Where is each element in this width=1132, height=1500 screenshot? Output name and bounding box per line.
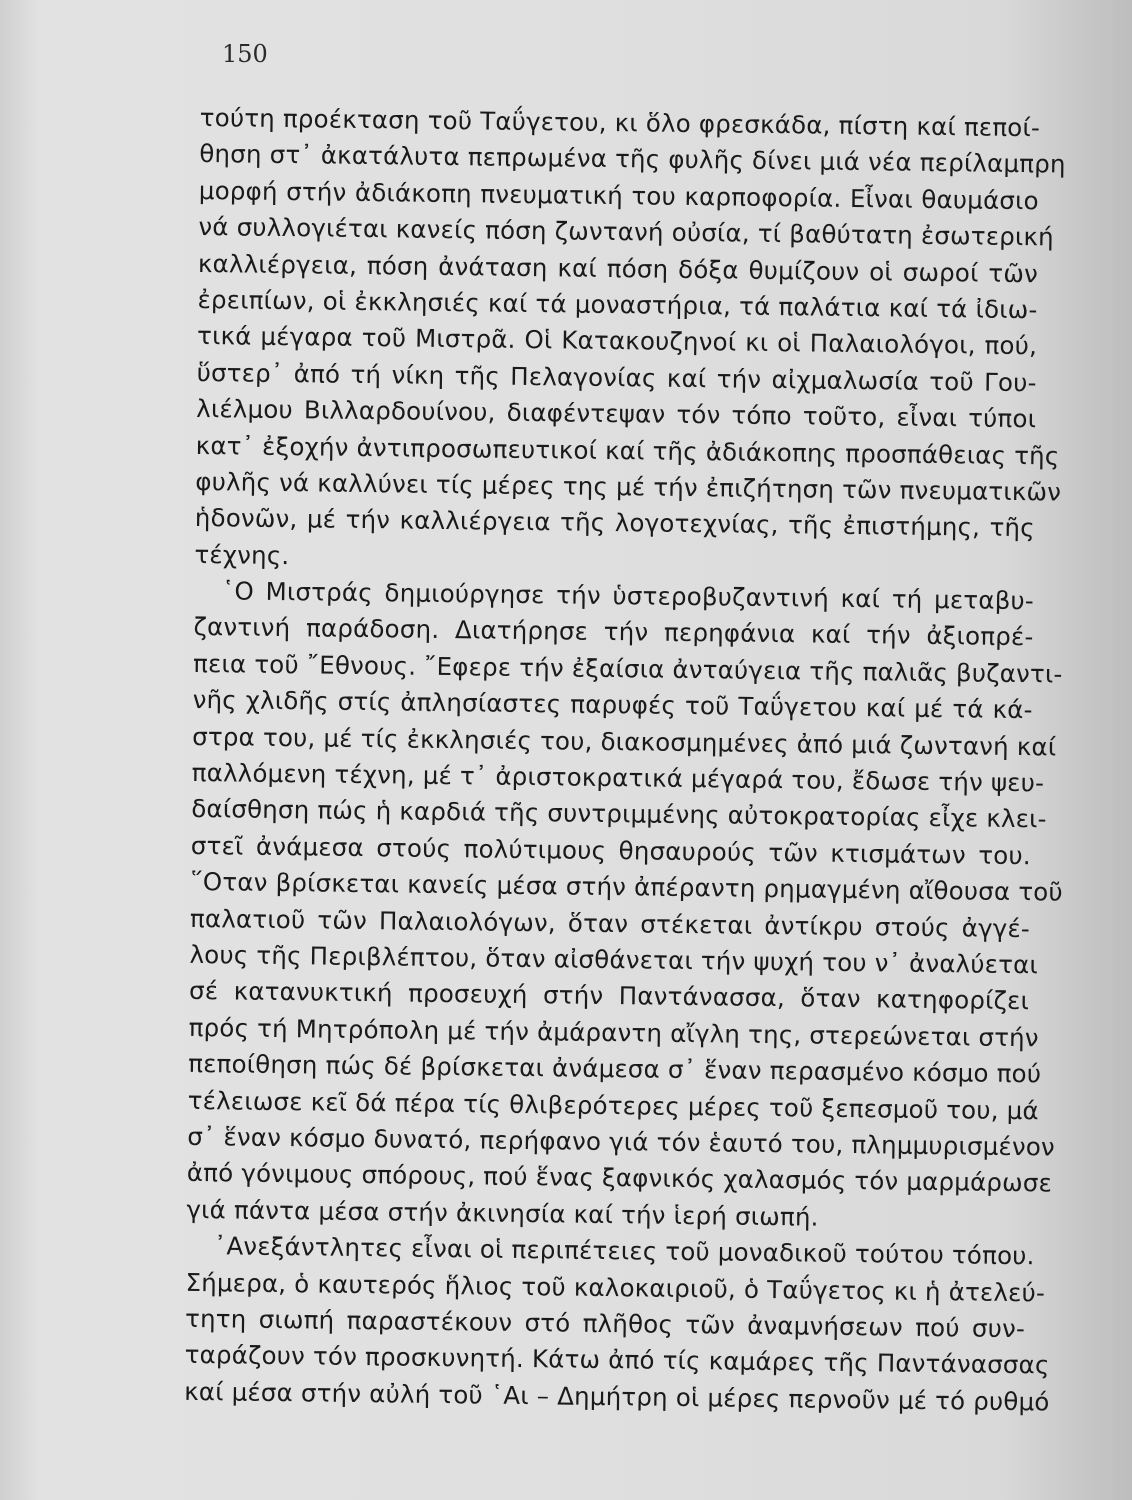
text-line: σέ κατανυκτική προσευχή στήν Παντάνασσα, ὅταν κατηφορίζει [188,976,1030,1016]
text-line: κατ᾽ ἐξοχήν ἀντιπροσωπευτικοί καί τῆς ἀδιάκοπης προσπάθειας τῆς [195,430,1060,471]
text-line: στεῖ ἀνάμεσα στούς πολύτιμους θησαυρούς τῶν κτισμάτων του. [190,830,1032,871]
text-line: ἡδονῶν, μέ τήν καλλιέργεια τῆς λογοτεχνίας, τῆς ἐπιστήμης, τῆς [194,503,1036,543]
text-line: ἀπό γόνιμους σπόρους, πού ἕνας ξαφνικός χαλασμός τόν μαρμάρωσε [186,1158,1053,1198]
paragraph-start-line: ᾽Ανεξάντλητες εἶναι οἱ περιπέτειες τοῦ μοναδικοῦ τούτου τόπου. [213,1231,1035,1271]
text-line: παλατιοῦ τῶν Παλαιολόγων, ὅταν στέκεται ἀντίκρυ στούς ἀγγέ- [189,903,1031,943]
text-line: σ᾽ ἕναν κόσμο δυνατό, περήφανο γιά τόν ἑαυτό του, πλημμυρισμένον [187,1121,1056,1162]
text-line: τέλειωσε κεῖ δά πέρα τίς θλιβερότερες μέρες τοῦ ξεπεσμοῦ του, μά [187,1085,1040,1125]
text-line: λους τῆς Περιβλέπτου, ὅταν αἰσθάνεται τήν ψυχή του ν᾽ ἀναλύεται [189,939,1039,980]
text-line: μορφή στήν ἀδιάκοπη πνευματική του καρποφορία. Εἶναι θαυμάσιο [198,175,1040,216]
text-line: τούτη προέκταση τοῦ Ταΰγετου, κι ὅλο φρεσκάδα, πίστη καί πεποί- [199,102,1041,143]
text-line: ὕστερ᾽ ἀπό τή νίκη τῆς Πελαγονίας καί τήν αἰχμαλωσία τοῦ Γου- [196,357,1037,397]
text-line: ῞Οταν βρίσκεται κανείς μέσα στήν ἀπέραντη ρημαγμένη αἴθουσα τοῦ [190,867,1064,907]
text-line: καλλιέργεια, πόση ἀνάταση καί πόση δόξα θυμίζουν οἱ σωροί τῶν [197,248,1039,288]
text-line: λιέλμου Βιλλαρδουίνου, διαφέντεψαν τόν τόπο τοῦτο, εἶναι τύποι [196,394,1037,434]
page-number: 150 [222,40,268,68]
text-line: θηση στ᾽ ἀκατάλυτα πεπρωμένα τῆς φυλῆς δίνει μιά νέα περίλαμπρη [199,139,1066,179]
text-line: νά συλλογιέται κανείς πόση ζωντανή οὐσία, τί βαθύτατη ἐσωτερική [198,212,1055,252]
text-line: νῆς χλιδῆς στίς ἀπλησίαστες παρυφές τοῦ Ταΰγετου καί μέ τά κά- [192,685,1033,725]
text-line: καί μέσα στήν αὐλή τοῦ ῾Αι – Δημήτρη οἱ μέρες περνοῦν μέ τό ρυθμό [184,1376,1050,1417]
body-text [184,100,1066,1420]
text-line: τητη σιωπή παραστέκουν στό πλῆθος τῶν ἀναμνήσεων πού συν- [184,1303,1026,1344]
text-line: γιά πάντα μέσα στήν ἀκινησία καί τήν ἱερή σιωπή. [186,1194,819,1232]
text-line: τέχνης. [194,539,290,570]
text-line: τικά μέγαρα τοῦ Μιστρᾶ. Οἱ Κατακουζηνοί κι οἱ Παλαιολόγοι, πού, [196,321,1038,361]
text-line: πεια τοῦ ῎Εθνους. ῎Εφερε τήν ἐξαίσια ἀνταύγεια τῆς παλιᾶς βυζαντι- [192,648,1063,689]
text-line: Σήμερα, ὁ καυτερός ἥλιος τοῦ καλοκαιριοῦ, ὁ Ταΰγετος κι ἡ ἀτελεύ- [185,1267,1046,1307]
text-line: ἐρειπίων, οἱ ἐκκλησιές καί τά μοναστήρια, τά παλάτια καί τά ἰδιω- [197,284,1038,325]
text-line: ζαντινή παράδοση. Διατήρησε τήν περηφάνια καί τήν ἀξιοπρέ- [193,612,1034,652]
text-line: φυλῆς νά καλλύνει τίς μέρες της μέ τήν ἐπιζήτηση τῶν πνευματικῶν [195,466,1062,507]
text-line: πρός τή Μητρόπολη μέ τήν ἀμάραντη αἴγλη της, στερεώνεται στήν [188,1012,1039,1053]
text-line: πεποίθηση πώς δέ βρίσκεται ἀνάμεσα σ᾽ ἕναν περασμένο κόσμο πού [188,1049,1042,1089]
paragraph-start-line: ῾Ο Μιστράς δημιούργησε τήν ὑστεροβυζαντινή καί τή μεταβυ- [221,576,1035,616]
text-line: παλλόμενη τέχνη, μέ τ᾽ ἀριστοκρατικά μέγαρά του, ἔδωσε τήν ψευ- [191,757,1045,798]
text-line: ταράζουν τόν προσκυνητή. Κάτω ἀπό τίς καμάρες τῆς Παντάνασσας [184,1340,1050,1380]
text-line: δαίσθηση πώς ἡ καρδιά τῆς συντριμμένης αὐτοκρατορίας εἶχε κλει- [191,794,1047,834]
text-line: στρα του, μέ τίς ἐκκλησιές του, διακοσμημένες ἀπό μιά ζωντανή καί [192,721,1057,762]
